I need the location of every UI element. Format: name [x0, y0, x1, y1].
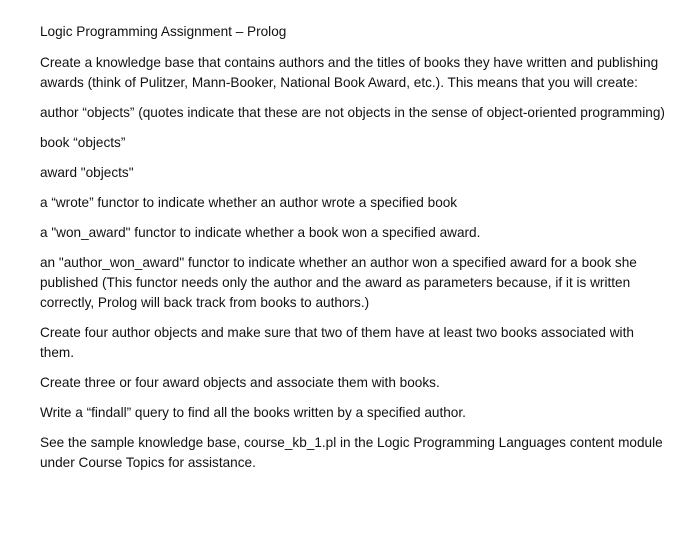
paragraph-intro: Create a knowledge base that contains authors and the titles of books they have written and publishing awards (think of Pulitzer, Mann-Booker, National Book Award, etc.). This means that you will create: — [40, 55, 659, 90]
document-title: Logic Programming Assignment – Prolog — [40, 24, 287, 39]
paragraph-author-objects: author “objects” (quotes indicate that these are not objects in the sense of object-oriented programming) — [40, 105, 665, 120]
paragraph-book-objects: book “objects” — [40, 135, 126, 150]
paragraph-create-awards: Create three or four award objects and associate them with books. — [40, 375, 440, 390]
paragraph-author-won-award-functor: an "author_won_award" functor to indicate whether an author won a specified award for a book she published (This functor needs only the author and the award as parameters because, if it is written correctly, Prolog will back track from books to authors.) — [40, 255, 637, 310]
paragraph-won-award-functor: a "won_award" functor to indicate whether a book won a specified award. — [40, 225, 481, 240]
paragraph-create-authors: Create four author objects and make sure that two of them have at least two books associated with them. — [40, 325, 634, 360]
paragraph-award-objects: award "objects" — [40, 165, 134, 180]
paragraph-wrote-functor: a “wrote” functor to indicate whether an author wrote a specified book — [40, 195, 458, 210]
paragraph-sample-kb: See the sample knowledge base, course_kb_1.pl in the Logic Programming Languages content module under Course Topics for assistance. — [40, 435, 663, 470]
paragraph-findall-query: Write a “findall” query to find all the books written by a specified author. — [40, 405, 466, 420]
assignment-document — [40, 22, 670, 483]
